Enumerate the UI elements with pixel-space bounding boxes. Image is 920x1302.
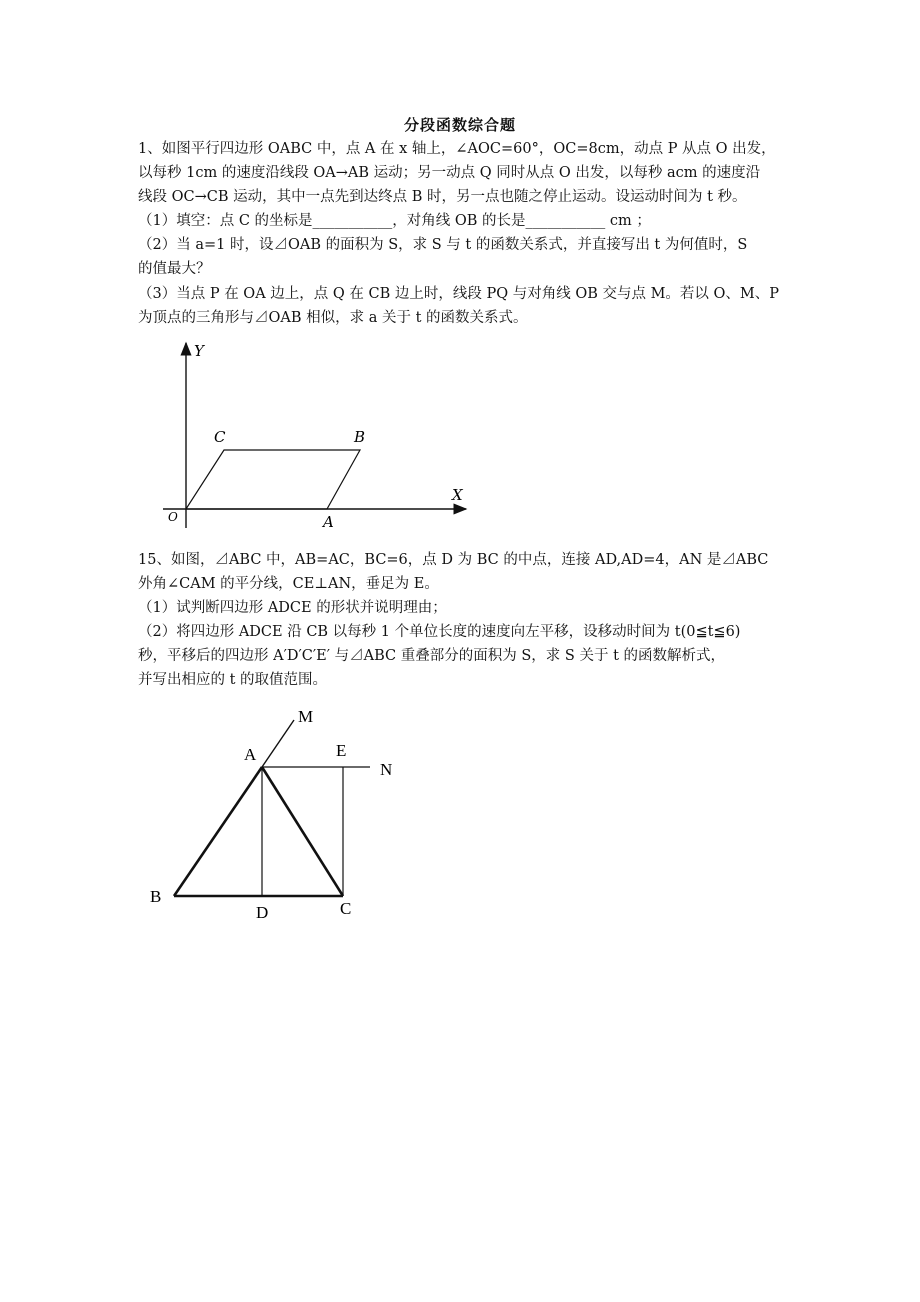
problem1-question-1: （1）填空：点 C 的坐标是___________，对角线 OB 的长是___________ cm ； <box>138 213 651 229</box>
problem1-question-2: （2）当 a=1 时，设⊿OAB 的面积为 S，求 S 与 t 的函数关系式，并直接写出 t 为何值时，S <box>138 237 748 253</box>
label-c: C <box>214 428 226 446</box>
label-e: E <box>336 741 347 760</box>
label-d: D <box>256 903 269 922</box>
problem15-question-2: （2）将四边形 ADCE 沿 CB 以每秒 1 个单位长度的速度向左平移，设移动时间为 t(0≦t≦6) <box>138 624 741 640</box>
problem1-question-3: （3）当点 P 在 OA 边上，点 Q 在 CB 边上时，线段 PQ 与对角线 OB 交与点 M。若以 O、M、P <box>138 286 780 302</box>
segment-ac <box>262 767 343 896</box>
problem1-question-3-cont: 为顶点的三角形与⊿OAB 相似，求 a 关于 t 的函数关系式。 <box>138 310 528 326</box>
problem15-question-2-cont: 秒，平移后的四边形 A′D′C′E′ 与⊿ABC 重叠部分的面积为 S，求 S 关于 t 的函数解析式， <box>138 648 725 664</box>
problem1-line-3: 线段 OC→CB 运动，其中一点先到达终点 B 时，另一点也随之停止运动。设运动时间为 t 秒。 <box>138 189 747 205</box>
ray-am <box>262 720 294 767</box>
label-a: A <box>323 513 334 531</box>
page-title: 分段函数综合题 <box>403 116 516 134</box>
label-n: N <box>380 760 393 779</box>
problem15-question-1: （1）试判断四边形 ADCE 的形状并说明理由； <box>138 600 447 616</box>
problem1-line-1: 1、如图平行四边形 OABC 中，点 A 在 x 轴上，∠AOC=60°，OC=8cm，动点 P 从点 O 出发， <box>138 141 776 157</box>
problem15-line-1: 15、如图，⊿ABC 中，AB=AC，BC=6，点 D 为 BC 的中点，连接 AD,AD=4，AN 是⊿ABC <box>138 552 769 568</box>
problem15-question-2-end: 并写出相应的 t 的取值范围。 <box>138 672 328 688</box>
problem1-question-2-cont: 的值最大？ <box>138 261 211 277</box>
label-o: O <box>168 510 178 524</box>
label-c2: C <box>340 899 352 918</box>
label-y: Y <box>194 342 204 360</box>
label-b2: B <box>150 887 162 906</box>
problem15-line-2: 外角∠CAM 的平分线，CE⊥AN，垂足为 E。 <box>138 576 439 592</box>
segment-ab <box>174 767 262 896</box>
label-a2: A <box>244 745 257 764</box>
problem1-line-2: 以每秒 1cm 的速度沿线段 OA→AB 运动；另一动点 Q 同时从点 O 出发，以每秒 acm 的速度沿 <box>138 165 761 181</box>
label-m: M <box>298 707 314 726</box>
label-b: B <box>354 428 366 446</box>
label-x: X <box>452 486 463 504</box>
